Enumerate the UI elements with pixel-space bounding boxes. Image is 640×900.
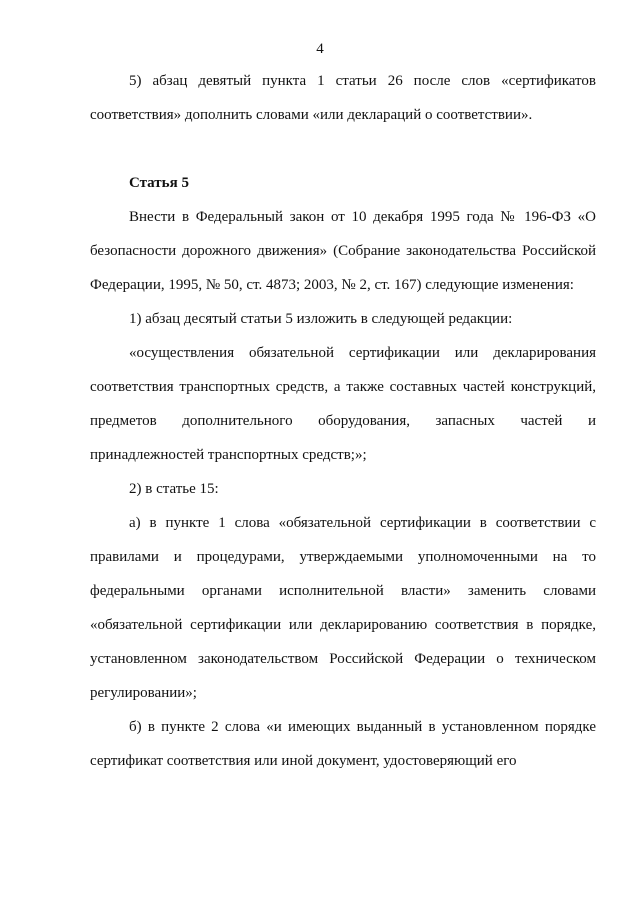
article-heading: Статья 5 <box>129 175 189 191</box>
paragraph-item-5: 5) абзац девятый пункта 1 статьи 26 после слов «сертификатов соответствия» дополнить словами «или деклараций о соответствии». <box>90 73 596 123</box>
amendment-item-1-text: «осуществления обязательной сертификации или декларирования соответствия транспортных средств, а также составных частей конструкций, предметов дополнительного оборудования, запасных частей и принадлежностей транспортных средств;»; <box>90 345 596 463</box>
article-intro-paragraph: Внести в Федеральный закон от 10 декабря 1995 года № 196-ФЗ «О безопасности дорожного движения» (Собрание законодательства Российской Федерации, 1995, № 50, ст. 4873; 2003, № 2, ст. 167) следующие изменения: <box>90 209 596 293</box>
amendment-item-2a: а) в пункте 1 слова «обязательной сертификации в соответствии с правилами и процедурами, утверждаемыми уполномоченными на то федеральными органами исполнительной власти» заменить словами «обязательной сертификации или декларированию соответствия в порядке, установленном законодательством Российской Федерации о техническом регулировании»; <box>90 515 596 701</box>
document-body <box>90 64 596 778</box>
amendment-item-2b: б) в пункте 2 слова «и имеющих выданный в установленном порядке сертификат соответствия или иной документ, удостоверяющий его <box>90 719 596 769</box>
section-spacer <box>90 132 596 166</box>
amendment-item-1: 1) абзац десятый статьи 5 изложить в следующей редакции: <box>129 311 513 327</box>
page-number: 4 <box>316 41 324 57</box>
amendment-item-2: 2) в статье 15: <box>129 481 219 497</box>
